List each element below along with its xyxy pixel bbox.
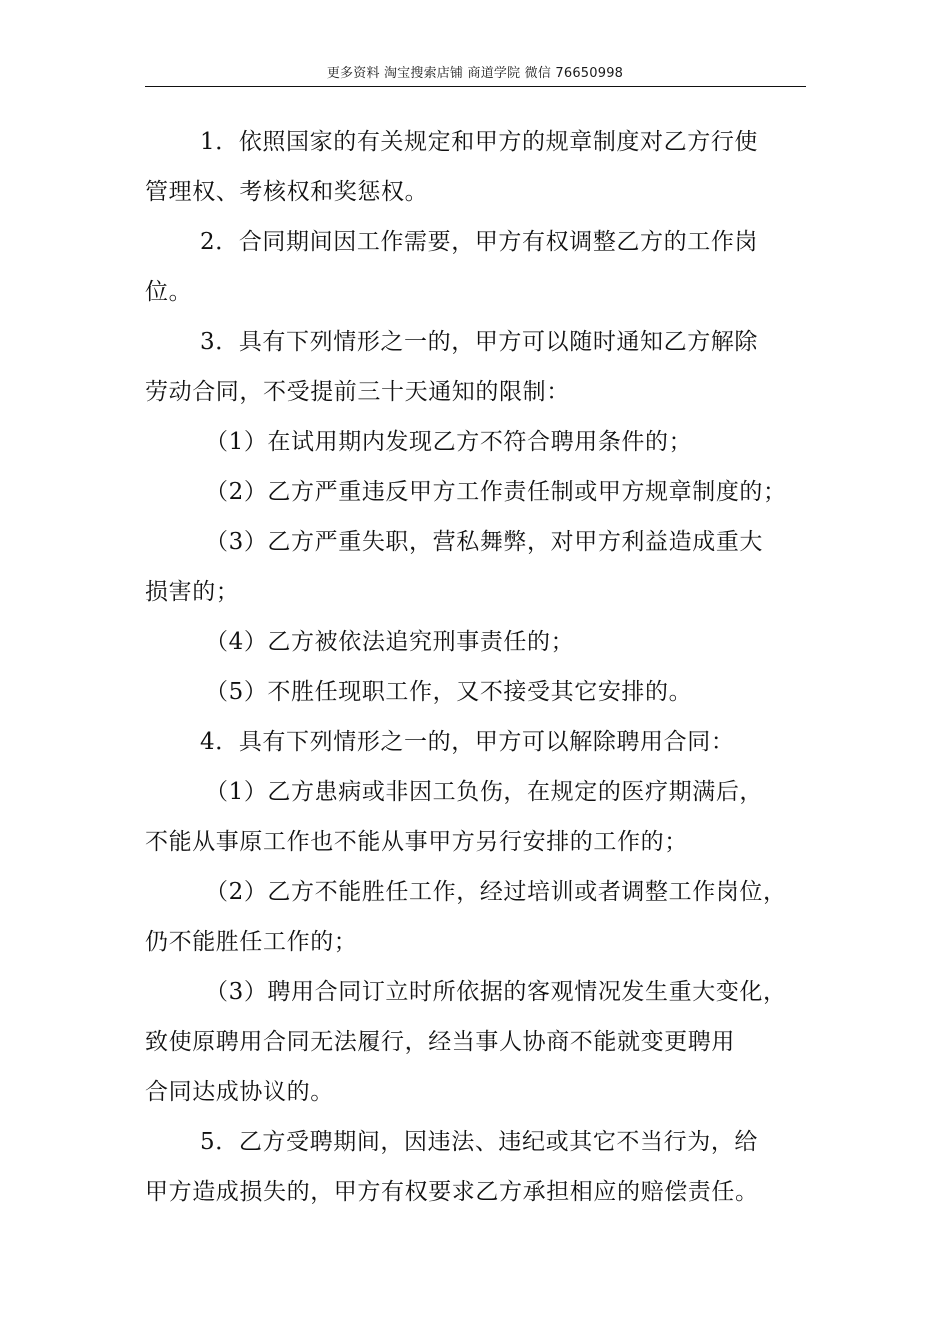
body-line: 管理权、考核权和奖惩权。	[145, 179, 429, 205]
body-line: 4．具有下列情形之一的，甲方可以解除聘用合同：	[200, 729, 735, 755]
body-line: 损害的；	[145, 579, 240, 605]
body-line: 1．依照国家的有关规定和甲方的规章制度对乙方行使	[200, 129, 759, 155]
body-line: 合同达成协议的。	[145, 1079, 334, 1105]
body-line: （1）乙方患病或非因工负伤，在规定的医疗期满后，	[205, 779, 764, 805]
body-line: （1）在试用期内发现乙方不符合聘用条件的；	[205, 429, 693, 455]
body-line: 仍不能胜任工作的；	[145, 929, 358, 955]
body-line: 不能从事原工作也不能从事甲方另行安排的工作的；	[145, 829, 688, 855]
body-line: 致使原聘用合同无法履行，经当事人协商不能就变更聘用	[145, 1029, 735, 1055]
document-body	[145, 117, 810, 1217]
body-line: 劳动合同，不受提前三十天通知的限制：	[145, 379, 570, 405]
body-line: 位。	[145, 279, 193, 305]
body-line: （3）乙方严重失职，营私舞弊，对甲方利益造成重大	[205, 529, 764, 555]
header-divider	[145, 86, 806, 87]
body-line: （5）不胜任现职工作，又不接受其它安排的。	[205, 679, 693, 705]
body-line: 2．合同期间因工作需要，甲方有权调整乙方的工作岗	[200, 229, 759, 255]
body-line: 3．具有下列情形之一的，甲方可以随时通知乙方解除	[200, 329, 759, 355]
body-line: （3）聘用合同订立时所依据的客观情况发生重大变化，	[205, 979, 787, 1005]
body-line: 5．乙方受聘期间，因违法、违纪或其它不当行为，给	[200, 1129, 759, 1155]
body-line: （4）乙方被依法追究刑事责任的；	[205, 629, 575, 655]
body-line: （2）乙方不能胜任工作，经过培训或者调整工作岗位，	[205, 879, 787, 905]
body-line: 甲方造成损失的，甲方有权要求乙方承担相应的赔偿责任。	[145, 1179, 759, 1205]
page-header: 更多资料 淘宝搜索店铺 商道学院 微信 76650998	[326, 66, 624, 81]
body-line: （2）乙方严重违反甲方工作责任制或甲方规章制度的；	[205, 479, 787, 505]
